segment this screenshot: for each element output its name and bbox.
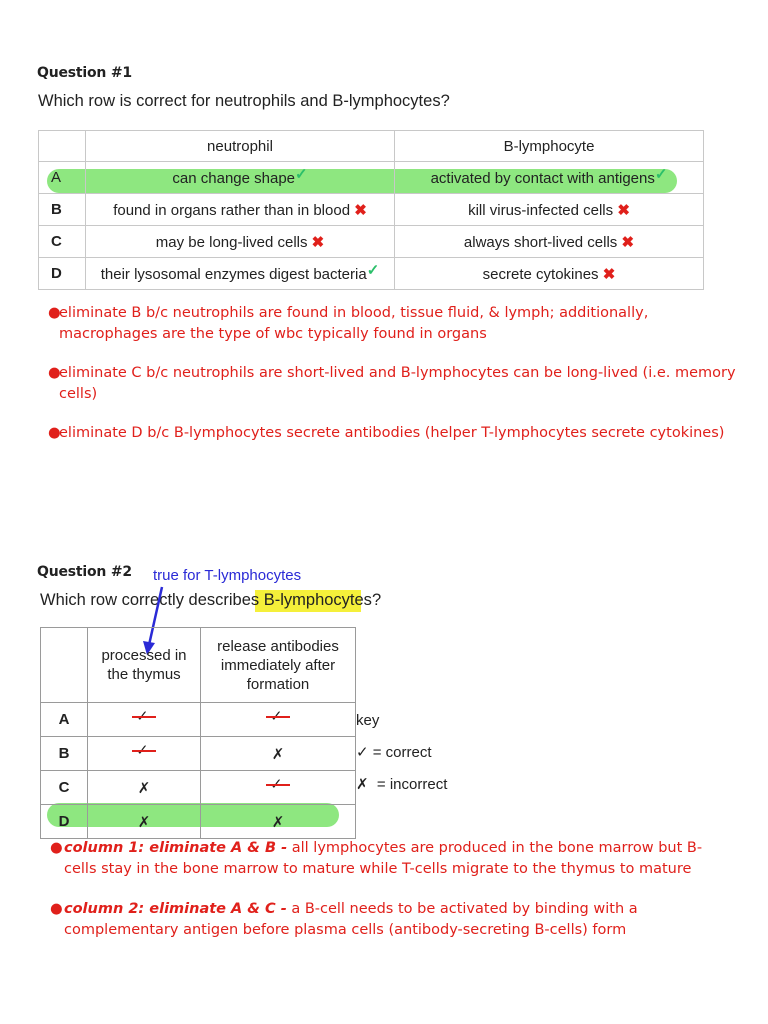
cell-text: secrete cytokines <box>482 265 599 283</box>
key-incorrect-label: = incorrect <box>376 776 448 793</box>
note-item <box>48 363 748 404</box>
cross-icon: ✗ <box>271 744 285 763</box>
row-letter: C <box>39 226 86 258</box>
row-letter: D <box>39 258 86 290</box>
note-bold: column 1: eliminate A & B - <box>64 840 288 856</box>
question-2-table <box>40 627 356 839</box>
table-row <box>39 162 704 194</box>
header-blank <box>39 131 86 162</box>
header-processed-thymus: processed in the thymus <box>88 628 201 703</box>
table-cell <box>86 162 395 194</box>
table-cell <box>201 737 356 771</box>
check-icon: ✓ <box>295 165 308 183</box>
check-icon: ✓ <box>366 261 380 279</box>
note-item <box>50 899 730 940</box>
table-cell <box>201 805 356 839</box>
note-text: eliminate D b/c B-lymphocytes secrete antibodies (helper T-lymphocytes secrete cytokines) <box>59 425 725 441</box>
note-text: eliminate C b/c neutrophils are short-lived and B-lymphocytes can be long-lived (i.e. memory cells) <box>59 365 736 402</box>
header-release-antibodies: release antibodies immediately after formation <box>201 628 356 703</box>
row-letter: A <box>39 162 86 194</box>
question-2-post: ? <box>371 591 382 609</box>
bullet-icon: ● <box>48 365 61 381</box>
table-cell <box>88 703 201 737</box>
table-row <box>41 737 356 771</box>
table-row <box>41 703 356 737</box>
cell-text: can change shape <box>172 169 296 187</box>
key-title: key <box>356 712 380 729</box>
table-cell <box>395 258 704 290</box>
bullet-icon: ● <box>48 305 61 321</box>
table-row <box>41 805 356 839</box>
table-row <box>39 226 704 258</box>
header-blank <box>41 628 88 703</box>
cell-text: activated by contact with antigens <box>430 169 655 187</box>
question-2-text <box>40 591 381 610</box>
header-b-lymphocyte: B-lymphocyte <box>395 131 704 162</box>
bullet-icon: ● <box>50 840 63 856</box>
key-correct <box>356 743 432 761</box>
row-letter: D <box>41 805 88 839</box>
note-text: eliminate B b/c neutrophils are found in blood, tissue fluid, & lymph; additionally, macrophages are the type of wbc typically found in organs <box>59 305 649 342</box>
cross-icon: ✖ <box>621 233 635 251</box>
row-letter: B <box>41 737 88 771</box>
note-item <box>48 303 748 344</box>
check-icon: ✓ <box>654 165 668 183</box>
cell-text: always short-lived cells <box>463 233 618 251</box>
table-row <box>39 194 704 226</box>
table-cell <box>86 226 395 258</box>
table-cell <box>395 194 704 226</box>
note-text: a B-cell needs to be activated by binding with a complementary antigen before plasma cells (antibody-secreting B-cells) form <box>64 901 638 938</box>
table-cell <box>88 805 201 839</box>
question-2-title: Question #2 <box>37 564 132 580</box>
table-cell <box>395 226 704 258</box>
header-neutrophil: neutrophil <box>86 131 395 162</box>
note-bold: column 2: eliminate A & C - <box>64 901 287 917</box>
cross-icon: ✗ <box>137 778 151 797</box>
cross-icon: ✗ <box>137 812 151 831</box>
cross-icon: ✖ <box>617 201 630 219</box>
question-1-text: Which row is correct for neutrophils and B-lymphocytes? <box>38 92 450 110</box>
cross-icon: ✖ <box>311 233 325 251</box>
check-icon: ✓ <box>356 743 369 761</box>
row-letter: B <box>39 194 86 226</box>
cell-text: may be long-lived cells <box>155 233 308 251</box>
cell-text: their lysosomal enzymes digest bacteria <box>100 265 367 283</box>
note-item <box>50 838 730 879</box>
cell-text: found in organs rather than in blood <box>113 201 351 219</box>
row-letter: A <box>41 703 88 737</box>
table-cell <box>88 737 201 771</box>
bullet-icon: ● <box>50 901 63 917</box>
table-row <box>41 771 356 805</box>
table-cell <box>201 771 356 805</box>
question-2-pre: Which row correctly describes <box>40 591 264 609</box>
question-1-title: Question #1 <box>37 65 132 81</box>
question-2-notes <box>50 838 730 940</box>
question-1-table <box>38 130 704 290</box>
key-correct-label: = correct <box>372 744 432 761</box>
table-cell <box>88 771 201 805</box>
cross-icon: ✖ <box>602 265 616 283</box>
question-1-notes <box>48 303 748 444</box>
cell-text: kill virus-infected cells <box>468 201 614 219</box>
table-cell <box>86 258 395 290</box>
key-incorrect <box>356 775 447 793</box>
table-cell <box>86 194 395 226</box>
annotation-text: true for T-lymphocytes <box>153 567 302 584</box>
note-item <box>48 423 748 444</box>
cross-icon: ✗ <box>271 812 285 831</box>
question-2-highlighted: B-lymphocytes <box>263 591 372 609</box>
note-text: all lymphocytes are produced in the bone marrow but B-cells stay in the bone marrow to mature while T-cells migrate to the thymus to mature <box>64 840 703 877</box>
table-row <box>39 258 704 290</box>
cross-icon: ✗ <box>356 775 369 793</box>
table-cell <box>201 703 356 737</box>
cross-icon: ✖ <box>354 201 367 219</box>
row-letter: C <box>41 771 88 805</box>
bullet-icon: ● <box>48 425 61 441</box>
table-cell <box>395 162 704 194</box>
